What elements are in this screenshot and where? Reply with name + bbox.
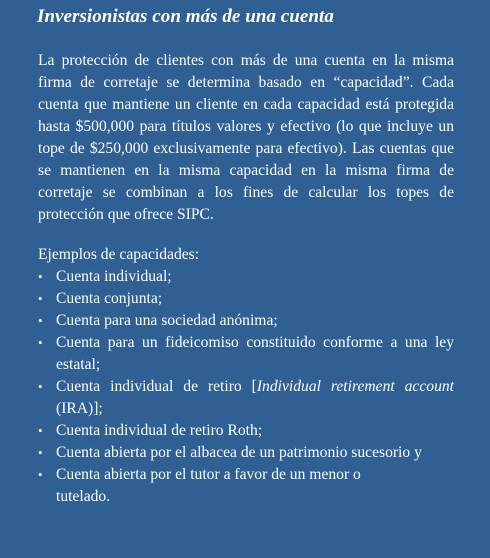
bullet-icon: •	[38, 313, 43, 328]
examples-label: Ejemplos de capacidades:	[38, 246, 200, 263]
capacity-text: Cuenta conjunta;	[56, 290, 163, 307]
capacity-text: Cuenta para una sociedad anónima;	[56, 312, 278, 329]
bullet-icon: •	[38, 467, 43, 482]
section-heading: Inversionistas con más de una cuenta	[37, 6, 334, 27]
bullet-icon: •	[38, 269, 43, 284]
capacity-text: Cuenta individual;	[56, 268, 172, 285]
capacity-item-trust	[38, 332, 454, 376]
capacity-item-individual	[38, 266, 454, 288]
capacity-text: Cuenta abierta por el tutor a favor de un menor o tutelado.	[56, 466, 361, 505]
capacity-text: Cuenta individual de retiro Roth;	[56, 422, 263, 439]
capacity-item-ira	[38, 376, 454, 420]
capacity-list	[38, 266, 454, 508]
capacity-text: Cuenta para un fideicomiso constituido conforme a una ley estatal;	[56, 334, 454, 373]
capacity-item-executor	[38, 442, 454, 464]
capacity-text-prefix: Cuenta individual de retiro [	[56, 378, 257, 395]
capacity-item-joint	[38, 288, 454, 310]
intro-paragraph: La protección de clientes con más de una cuenta en la misma firma de corretaje se determina basado en “capacidad”. Cada cuenta que mantiene un cliente en cada capacidad está protegida hasta $500,000 para títulos valores y efectivo (lo que incluye un tope de $250,000 exclusivamente para efectivo). Las cuentas que se mantienen en la misma capacidad en la misma firma de corretaje se combinan a los fines de calcular los topes de protección que ofrece SIPC.	[38, 52, 454, 223]
bullet-icon: •	[38, 423, 43, 438]
bullet-icon: •	[38, 445, 43, 460]
bullet-icon: •	[38, 379, 43, 394]
bullet-icon: •	[38, 291, 43, 306]
capacity-text: Cuenta abierta por el albacea de un patrimonio sucesorio y	[56, 444, 422, 461]
bullet-icon: •	[38, 335, 43, 350]
capacity-item-corporation	[38, 310, 454, 332]
capacity-item-guardian	[38, 464, 454, 508]
capacity-text-italic: Individual retirement account	[256, 378, 454, 395]
capacity-text-suffix: (IRA)];	[56, 400, 103, 417]
capacity-item-roth-ira	[38, 420, 454, 442]
